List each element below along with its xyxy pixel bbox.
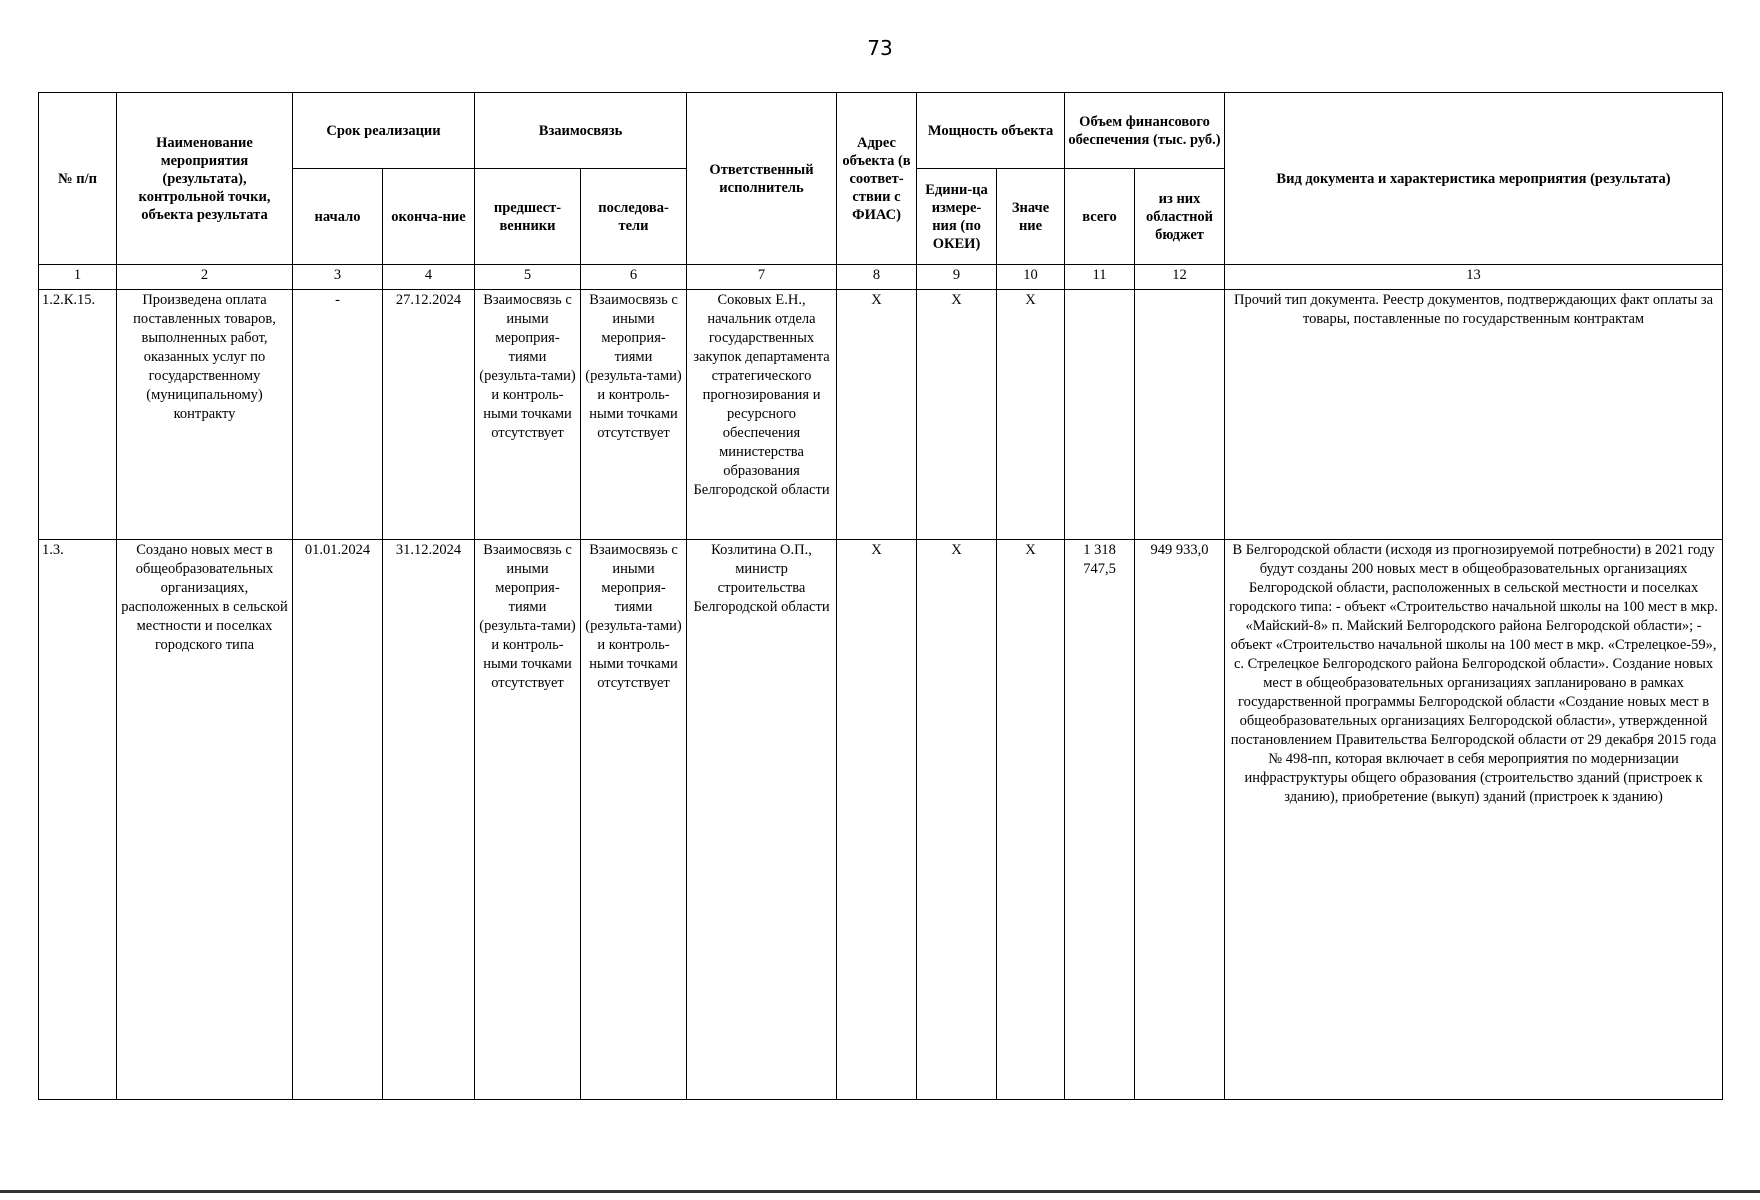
col-number: 9 [917,265,997,290]
header-relation: Взаимосвязь [475,93,687,169]
row-regional [1135,290,1225,540]
row-doc: В Белгородской области (исходя из прогнозируемой потребности) в 2021 году будут созданы 200 новых мест в общеобразовательных организациях Белгородской области, расположенных в сельской местности и поселках городского типа: - объект «Строительство начальной школы на 100 мест в мкр. «Майский-8» п. Майский Белгородского района Белгородской области»; - объект «Строительство начальной школы на 100 мест в мкр. «Стрелецкое-59», с. Стрелецкое Белгородского района Белгородской области». Создание новых мест в общеобразовательных организациях запланировано в рамках государственной программы Белгородской области «Создание новых мест в общеобразовательных организациях Белгородской области», утвержденной постановлением Правительства Белгородской области от 29 декабря 2015 года № 498-пп, которая включает в себя мероприятия по модернизации инфраструктуры общего образования (строительство зданий (пристроек к зданию), приобретение (выкуп) зданий (пристроек к зданию) [1225,540,1723,1100]
row-end: 27.12.2024 [383,290,475,540]
row-address: X [837,540,917,1100]
header-num: № п/п [39,93,117,265]
row-regional: 949 933,0 [1135,540,1225,1100]
row-doc: Прочий тип документа. Реестр документов, подтверждающих факт оплаты за товары, поставленные по государственным контрактам [1225,290,1723,540]
row-successors: Взаимосвязь с иными мероприя-тиями (результа-тами) и контроль-ными точками отсутствует [581,290,687,540]
row-unit: X [917,290,997,540]
row-responsible: Соковых Е.Н., начальник отдела государственных закупок департамента стратегического прогнозирования и ресурсного обеспечения министерства образования Белгородской области [687,290,837,540]
col-number: 12 [1135,265,1225,290]
header-capacity: Мощность объекта [917,93,1065,169]
header-period: Срок реализации [293,93,475,169]
header-predecessors: предшест-венники [475,169,581,265]
table-row [39,540,1723,1100]
row-value: X [997,290,1065,540]
header-responsible: Ответственный исполнитель [687,93,837,265]
row-total: 1 318 747,5 [1065,540,1135,1100]
col-number: 6 [581,265,687,290]
row-start: 01.01.2024 [293,540,383,1100]
row-name: Создано новых мест в общеобразовательных организациях, расположенных в сельской местности и поселках городского типа [117,540,293,1100]
header-start: начало [293,169,383,265]
header-doc: Вид документа и характеристика мероприятия (результата) [1225,93,1723,265]
col-number: 1 [39,265,117,290]
header-address: Адрес объекта (в соответ-ствии с ФИАС) [837,93,917,265]
measures-table [38,92,1723,1100]
header-finance: Объем финансового обеспечения (тыс. руб.) [1065,93,1225,169]
col-number: 2 [117,265,293,290]
page-number: 73 [867,36,893,60]
header-total: всего [1065,169,1135,265]
col-number: 8 [837,265,917,290]
header-successors: последова-тели [581,169,687,265]
row-num: 1.3. [39,540,117,1100]
col-number: 7 [687,265,837,290]
col-number: 10 [997,265,1065,290]
col-number: 13 [1225,265,1723,290]
row-value: X [997,540,1065,1100]
row-start: - [293,290,383,540]
header-name: Наименование мероприятия (результата), контрольной точки, объекта результата [117,93,293,265]
page-bottom-rule [0,1190,1760,1193]
row-predecessors: Взаимосвязь с иными мероприя-тиями (результа-тами) и контроль-ными точками отсутствует [475,540,581,1100]
header-end: оконча-ние [383,169,475,265]
row-predecessors: Взаимосвязь с иными мероприя-тиями (результа-тами) и контроль-ными точками отсутствует [475,290,581,540]
col-number: 5 [475,265,581,290]
row-successors: Взаимосвязь с иными мероприя-тиями (результа-тами) и контроль-ными точками отсутствует [581,540,687,1100]
col-number: 3 [293,265,383,290]
col-number: 4 [383,265,475,290]
table-row [39,290,1723,540]
row-address: X [837,290,917,540]
col-number: 11 [1065,265,1135,290]
header-value: Значе ние [997,169,1065,265]
header-unit: Едини-ца измере-ния (по ОКЕИ) [917,169,997,265]
header-regional: из них областной бюджет [1135,169,1225,265]
row-num: 1.2.К.15. [39,290,117,540]
row-total [1065,290,1135,540]
row-name: Произведена оплата поставленных товаров, выполненных работ, оказанных услуг по государственному (муниципальному) контракту [117,290,293,540]
row-end: 31.12.2024 [383,540,475,1100]
row-unit: X [917,540,997,1100]
row-responsible: Козлитина О.П., министр строительства Белгородской области [687,540,837,1100]
